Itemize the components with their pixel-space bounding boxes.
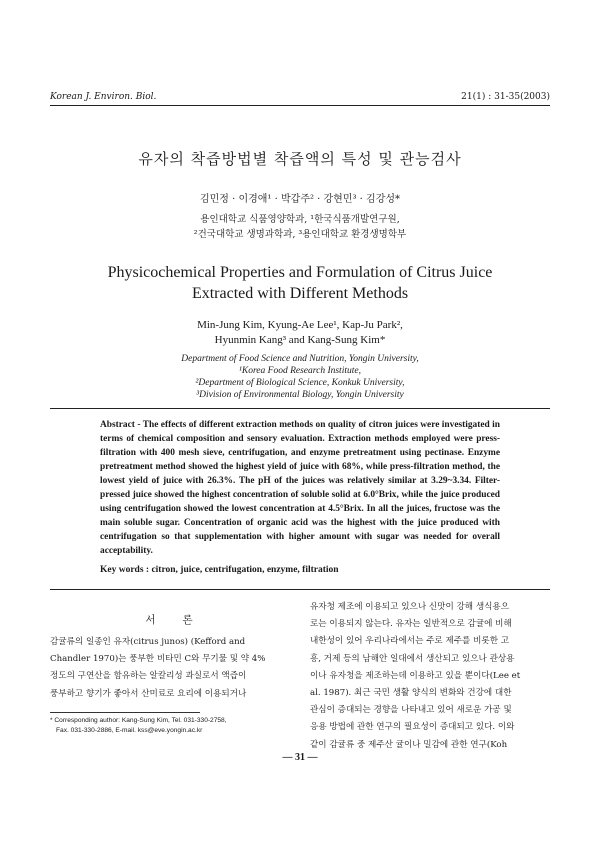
- page-number: — 31 —: [282, 752, 318, 763]
- korean-affiliation-2: ²건국대학교 생명과학과, ³용인대학교 환경생명학부: [193, 229, 407, 240]
- journal-citation: 21(1) : 31-35(2003): [461, 92, 550, 102]
- english-affiliation-2: ¹Korea Food Research Institute,: [239, 366, 361, 376]
- footnote-line-2: Fax. 031-330-2886, E-mail. kss@eve.yongin.ac.kr: [56, 727, 203, 734]
- english-affiliation-3: ²Department of Biological Science, Konkuk University,: [195, 378, 405, 388]
- footnote-line-1: * Corresponding author: Kang-Sung Kim, Tel. 031-330-2758,: [50, 717, 227, 724]
- text-line: 정도의 구연산을 함유하는 알칼리성 과실로서 액즙이: [50, 671, 247, 682]
- english-authors-line-2: Hyunmin Kang³ and Kang-Sung Kim*: [214, 334, 386, 346]
- korean-title: 유자의 착즙방법별 착즙액의 특성 및 관능검사: [138, 150, 462, 168]
- text-line: 이나 유자청을 제조하는데 이용하고 있을 뿐이다(Lee et: [310, 670, 521, 681]
- keywords: Key words : citron, juice, centrifugation, enzyme, filtration: [100, 565, 339, 575]
- text-line: 로는 이용되지 않는다. 유자는 일반적으로 감귤에 비해: [310, 619, 512, 630]
- section-heading-introduction: 서 론: [145, 614, 195, 626]
- text-line: Chandler 1970)는 풍부한 비타민 C와 무기물 및 약 4%: [50, 654, 266, 665]
- text-line: al. 1987). 최근 국민 생활 양식의 변화와 건강에 대한: [310, 688, 512, 699]
- english-authors-line-1: Min-Jung Kim, Kyung-Ae Lee¹, Kap-Ju Park²,: [197, 319, 403, 331]
- english-title-line-2: Extracted with Different Methods: [191, 285, 409, 302]
- text-line: 관심이 증대되는 경향을 나타내고 있어 새로운 가공 및: [310, 705, 512, 716]
- text-line: 흥, 거제 등의 남해안 일대에서 생산되고 있으나 관상용: [310, 653, 515, 664]
- abstract: Abstract - The effects of different extraction methods on quality of citron juices were investigated in terms of chemical composition and sensory evaluation. Extraction methods employed were press-filtration with 400 mesh sieve, centrifugation, and enzyme pretreatment using pectinase. Enzyme pretreatment method showed the highest yield of juice with 68%, while press-filtration method, the lowest yield of juice with 26.3%. The pH of the juices was relatively similar at 3.29~3.34. Filter-pressed juice showed the highest concentration of soluble solid at 6.0°Brix, while the juice produced using centrifugation showed the lowest concentration at 4.5°Brix. In all the juices, fructose was the main soluble sugar. Concentration of organic acid was the highest with the juice produced with centrifugation so that supplementation with higher amount with sugar was needed for overall acceptability.: [100, 420, 500, 556]
- text-line: 같이 감귤류 중 제주산 귤이나 밀감에 관한 연구(Koh: [310, 739, 508, 750]
- text-line: 응용 방법에 관한 연구의 필요성이 증대되고 있다. 이와: [310, 722, 515, 733]
- english-affiliation-1: Department of Food Science and Nutrition, Yongin University,: [181, 354, 419, 364]
- header-rule: [50, 105, 550, 106]
- text-line: 감귤류의 일종인 유자(citrus junos) (Kefford and: [50, 637, 246, 647]
- text-line: 풍부하고 향기가 좋아서 산미료로 요리에 이용되거나: [50, 688, 247, 699]
- text-line: 내한성이 있어 우리나라에서는 주로 제주를 비롯한 고: [310, 636, 510, 647]
- right-column-text: [310, 599, 550, 754]
- footnote: [50, 716, 300, 736]
- text-line: 유자청 제조에 이용되고 있으나 신맛이 강해 생식용으: [310, 602, 510, 612]
- english-affiliation-4: ³Division of Environmental Biology, Yongin University: [196, 390, 404, 400]
- footnote-rule: [50, 712, 200, 713]
- left-column-text: [50, 634, 290, 703]
- journal-name: Korean J. Environ. Biol.: [50, 92, 157, 102]
- english-title-line-1: Physicochemical Properties and Formulation of Citrus Juice: [107, 264, 493, 281]
- abstract-top-rule: [50, 408, 550, 409]
- korean-affiliation-1: 용인대학교 식품영양학과, ¹한국식품개발연구원,: [200, 214, 400, 225]
- keywords-bottom-rule: [50, 589, 550, 590]
- korean-authors: 김민정 · 이경애¹ · 박갑주² · 강현민³ · 김강성*: [199, 194, 401, 205]
